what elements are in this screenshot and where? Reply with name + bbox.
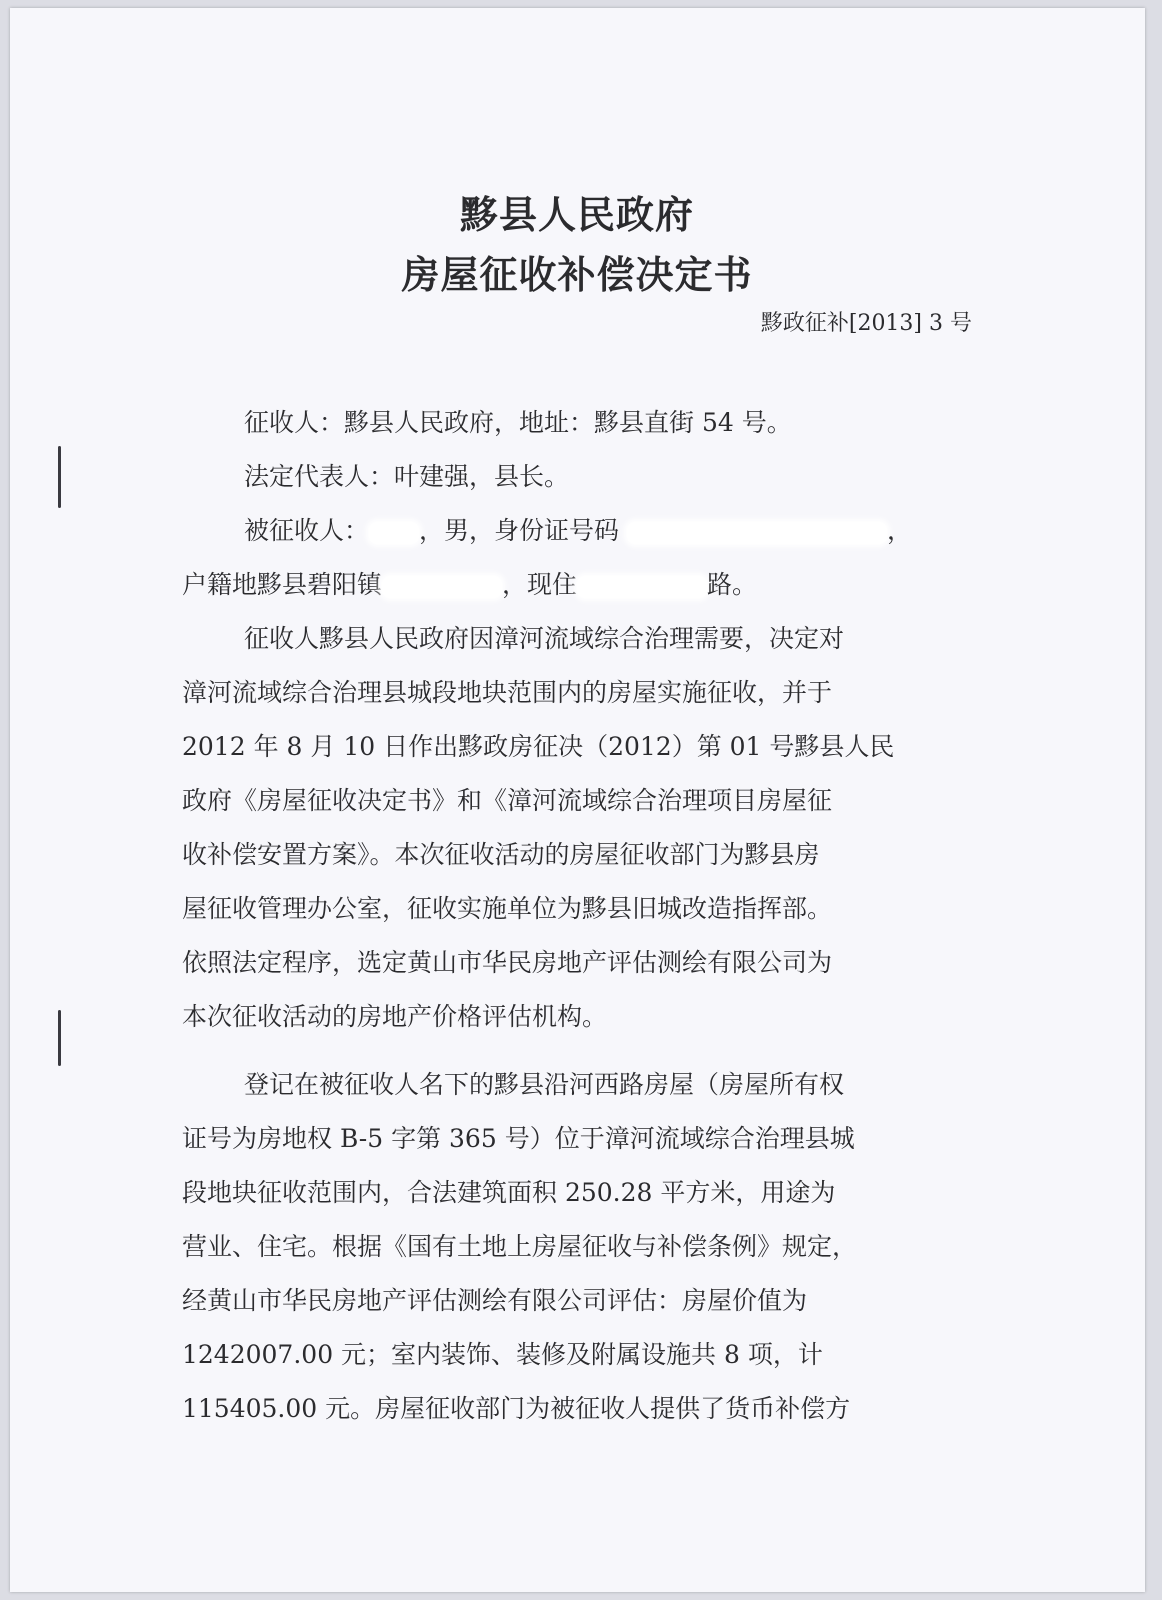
paragraph-line: 1242007.00 元；室内装饰、装修及附属设施共 8 项，计 (182, 1340, 823, 1369)
redacted-village (382, 576, 502, 598)
document-title-line1: 黟县人民政府 (459, 192, 694, 237)
paragraph-line: 收补偿安置方案》。本次征收活动的房屋征收部门为黟县房 (182, 840, 820, 869)
household-label: 户籍地黟县碧阳镇 (182, 570, 383, 599)
household-line (182, 558, 972, 612)
paragraph-2 (182, 1058, 972, 1436)
document-number: 黟政征补[2013] 3 号 (760, 311, 972, 336)
document-body (182, 190, 972, 1436)
collectee-label: 被征收人： (244, 516, 370, 545)
household-mid: ，现住 (502, 570, 578, 599)
paragraph-line: 屋征收管理办公室，征收实施单位为黟县旧城改造指挥部。 (182, 894, 833, 923)
staple-mark (58, 446, 61, 508)
paragraph-line: 经黄山市华民房地产评估测绘有限公司评估：房屋价值为 (182, 1286, 808, 1315)
redacted-name (369, 522, 419, 544)
paragraph-line: 营业、住宅。根据《国有土地上房屋征收与补偿条例》规定， (182, 1232, 858, 1261)
document-title-line2: 房屋征收补偿决定书 (401, 252, 753, 297)
legal-rep-line: 法定代表人：叶建强，县长。 (244, 462, 570, 491)
paragraph-line: 漳河流域综合治理县城段地块范围内的房屋实施征收，并于 (182, 678, 833, 707)
paragraph-line: 证号为房地权 B-5 字第 365 号）位于漳河流域综合治理县城 (182, 1124, 855, 1153)
paragraph-line: 2012 年 8 月 10 日作出黟政房征决（2012）第 01 号黟县人民 (182, 732, 895, 761)
paragraph-line: 登记在被征收人名下的黟县沿河西路房屋（房屋所有权 (244, 1070, 845, 1099)
redacted-id-number (627, 522, 887, 544)
paragraph-line: 政府《房屋征收决定书》和《漳河流域综合治理项目房屋征 (182, 786, 833, 815)
collectee-end: ， (886, 516, 912, 545)
collector-line: 征收人：黟县人民政府，地址：黟县直街 54 号。 (244, 408, 792, 437)
paragraph-line: 依照法定程序，选定黄山市华民房地产评估测绘有限公司为 (182, 948, 833, 977)
paragraph-line: 段地块征收范围内，合法建筑面积 250.28 平方米，用途为 (182, 1178, 836, 1207)
paragraph-line: 本次征收活动的房地产价格评估机构。 (182, 1002, 608, 1031)
staple-mark (58, 1010, 61, 1066)
document-sheet (10, 8, 1145, 1592)
paragraph-1 (182, 612, 972, 1044)
paragraph-line: 征收人黟县人民政府因漳河流域综合治理需要，决定对 (244, 624, 845, 653)
redacted-address (577, 576, 707, 598)
collectee-line (182, 504, 972, 558)
paragraph-line: 115405.00 元。房屋征收部门为被征收人提供了货币补偿方 (182, 1394, 851, 1423)
collectee-gender-id: ，男，身份证号码 (419, 516, 627, 545)
household-end: 路。 (707, 570, 758, 599)
